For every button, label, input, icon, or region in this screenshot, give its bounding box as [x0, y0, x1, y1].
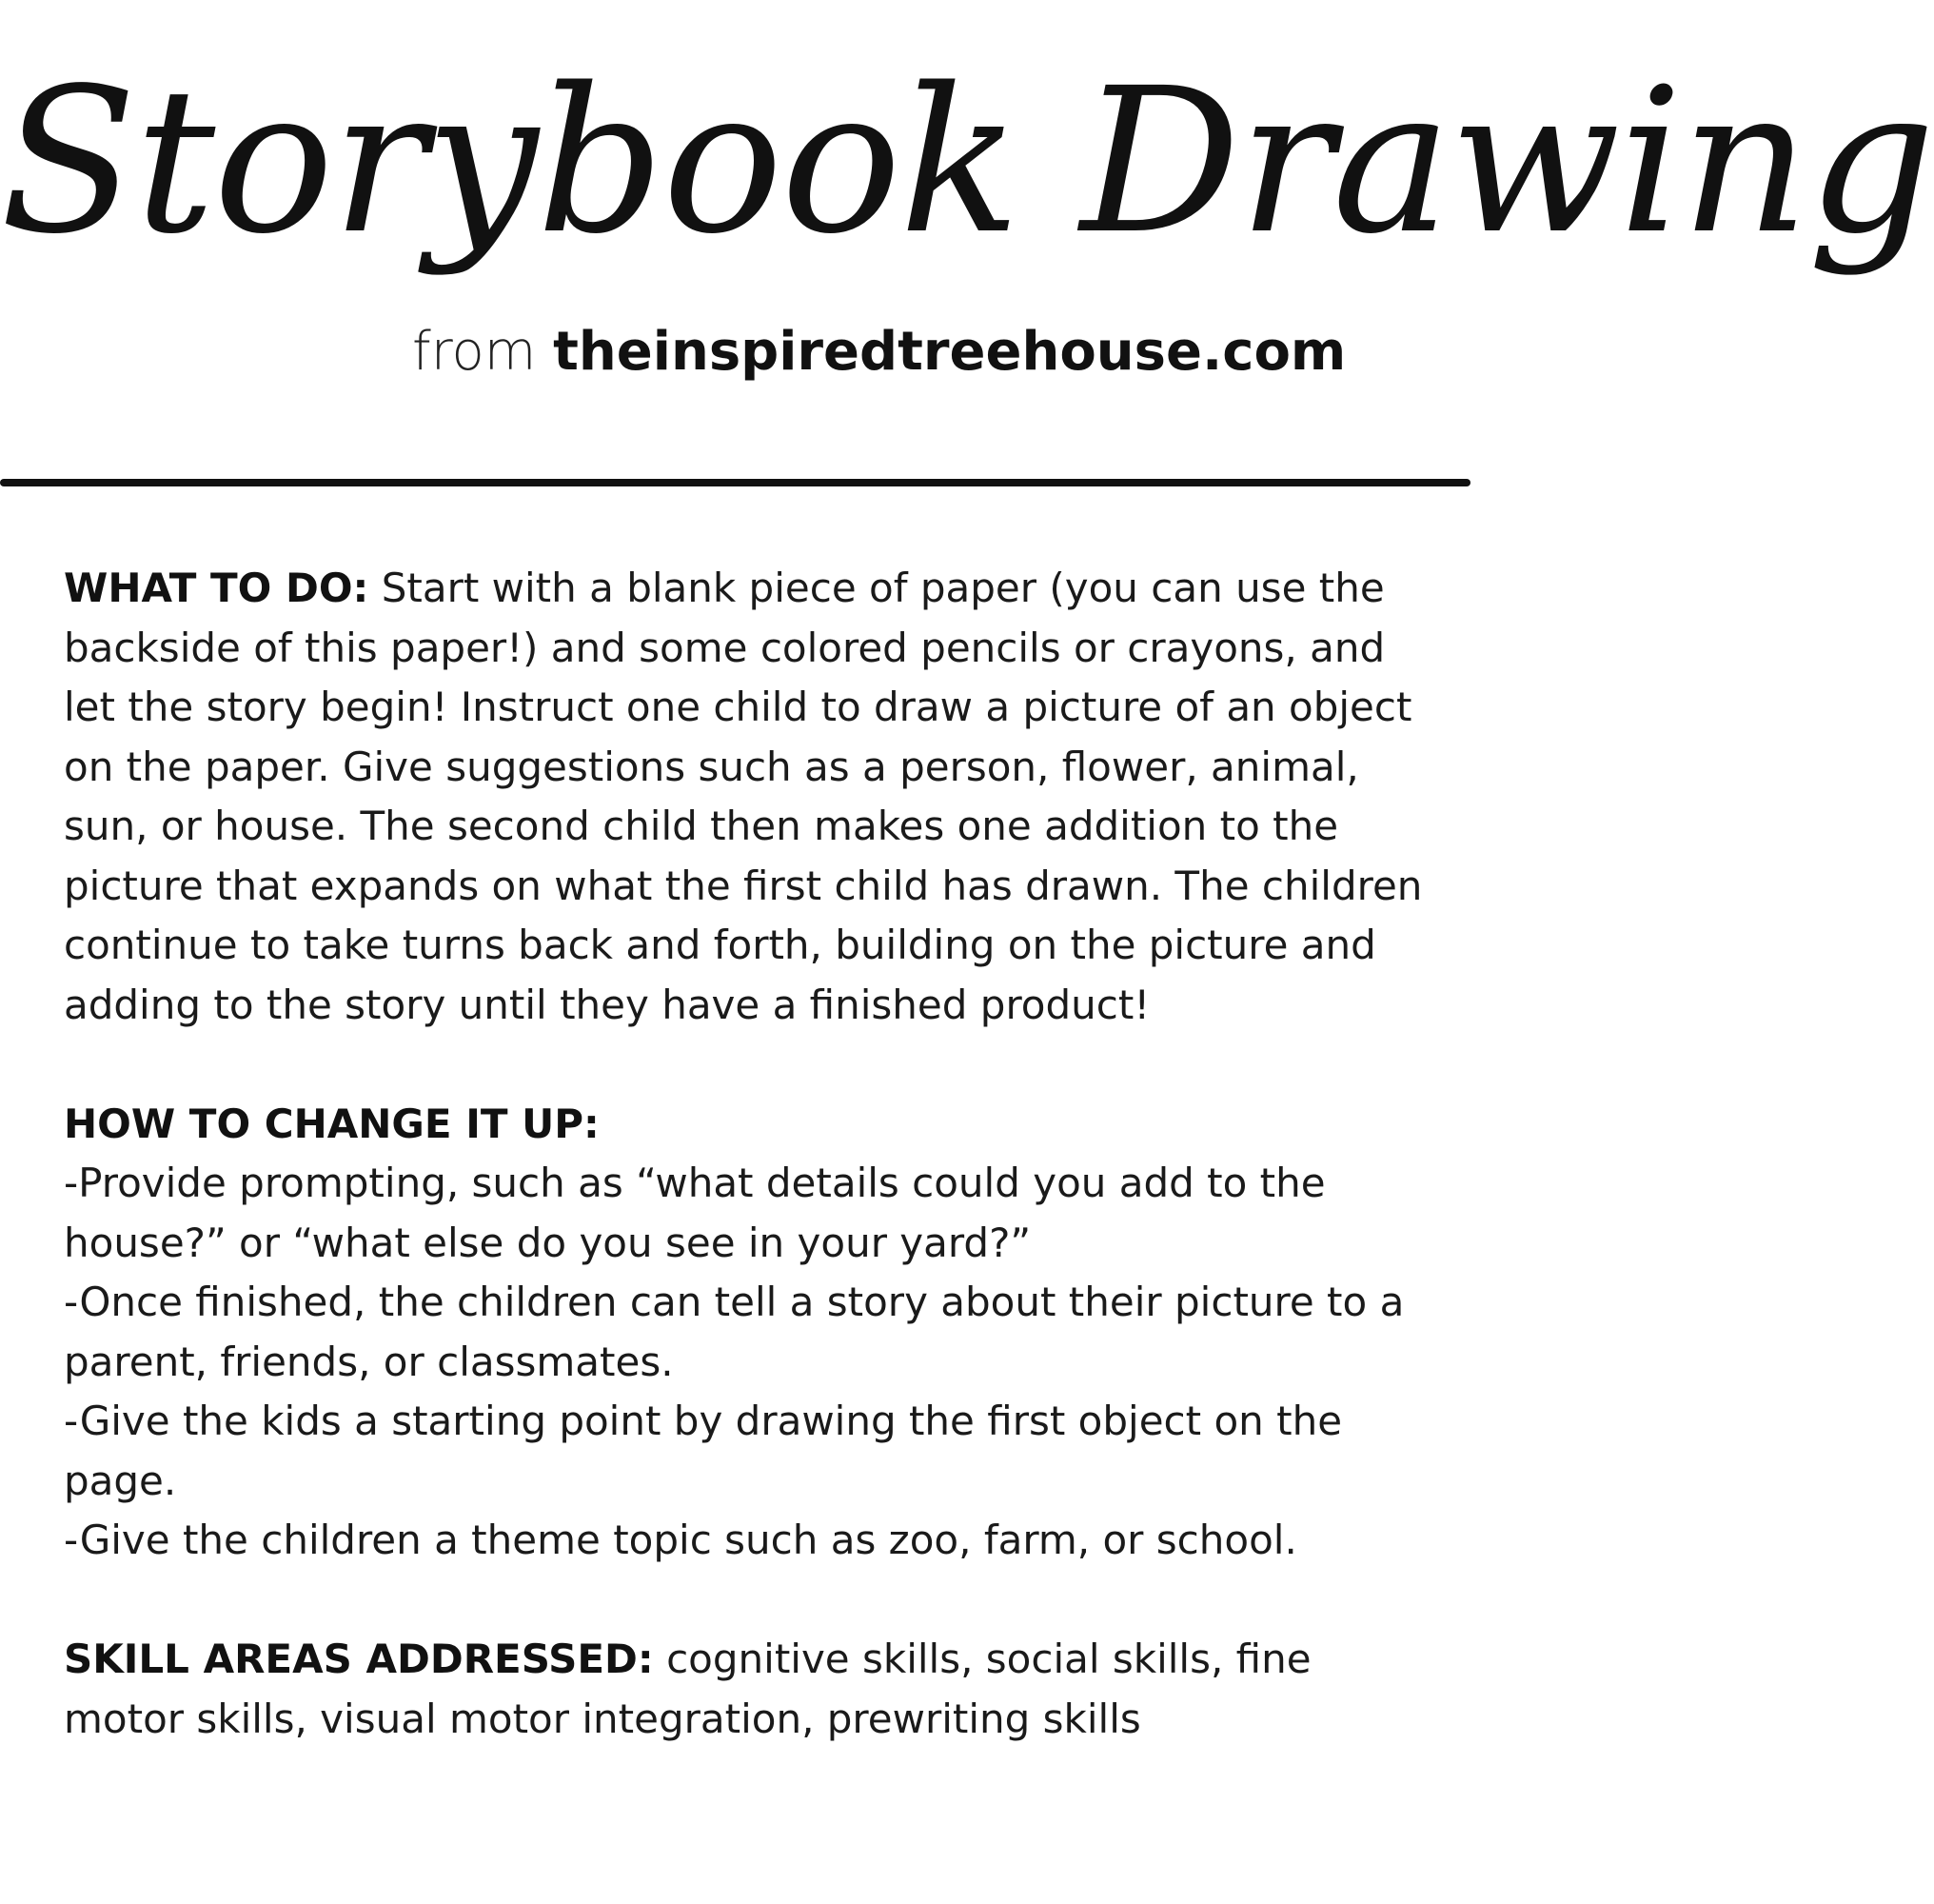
page-title: Storybook Drawing	[0, 45, 1934, 278]
byline-site: theinspiredtreehouse.com	[553, 321, 1347, 383]
byline	[412, 319, 1346, 386]
skill-areas-section	[64, 1630, 1425, 1749]
how-to-change-label: HOW TO CHANGE IT UP:	[64, 1100, 600, 1147]
how-to-change-section	[64, 1095, 1425, 1571]
list-item: -Provide prompting, such as “what details could you add to the house?” or “what else do you see in your yard?”	[64, 1160, 1326, 1266]
what-to-do-text: Start with a blank piece of paper (you can use the backside of this paper!) and some colored pencils or crayons, and let the story begin! Instruct one child to draw a picture of an object on the paper. Give suggestions such as a person, flower, animal, sun, or house. The second child then makes one addition to the picture that expands on what the first child has drawn. The children continue to take turns back and forth, building on the picture and adding to the story until they have a finished product!	[64, 565, 1423, 1028]
list-item: -Give the children a theme topic such as zoo, farm, or school.	[64, 1517, 1297, 1563]
header	[0, 0, 1934, 495]
divider	[0, 479, 1470, 486]
list-item: -Give the kids a starting point by drawing the first object on the page.	[64, 1398, 1343, 1504]
skill-areas-label: SKILL AREAS ADDRESSED:	[64, 1636, 654, 1682]
content	[64, 559, 1425, 1749]
byline-from: from	[412, 321, 537, 383]
skill-areas-text: cognitive skills, social skills, fine motor skills, visual motor integration, prewriting skills	[64, 1636, 1312, 1742]
what-to-do-label: WHAT TO DO:	[64, 565, 369, 611]
what-to-do-section	[64, 559, 1425, 1035]
list-item: -Once finished, the children can tell a story about their picture to a parent, friends, or classmates.	[64, 1279, 1405, 1385]
